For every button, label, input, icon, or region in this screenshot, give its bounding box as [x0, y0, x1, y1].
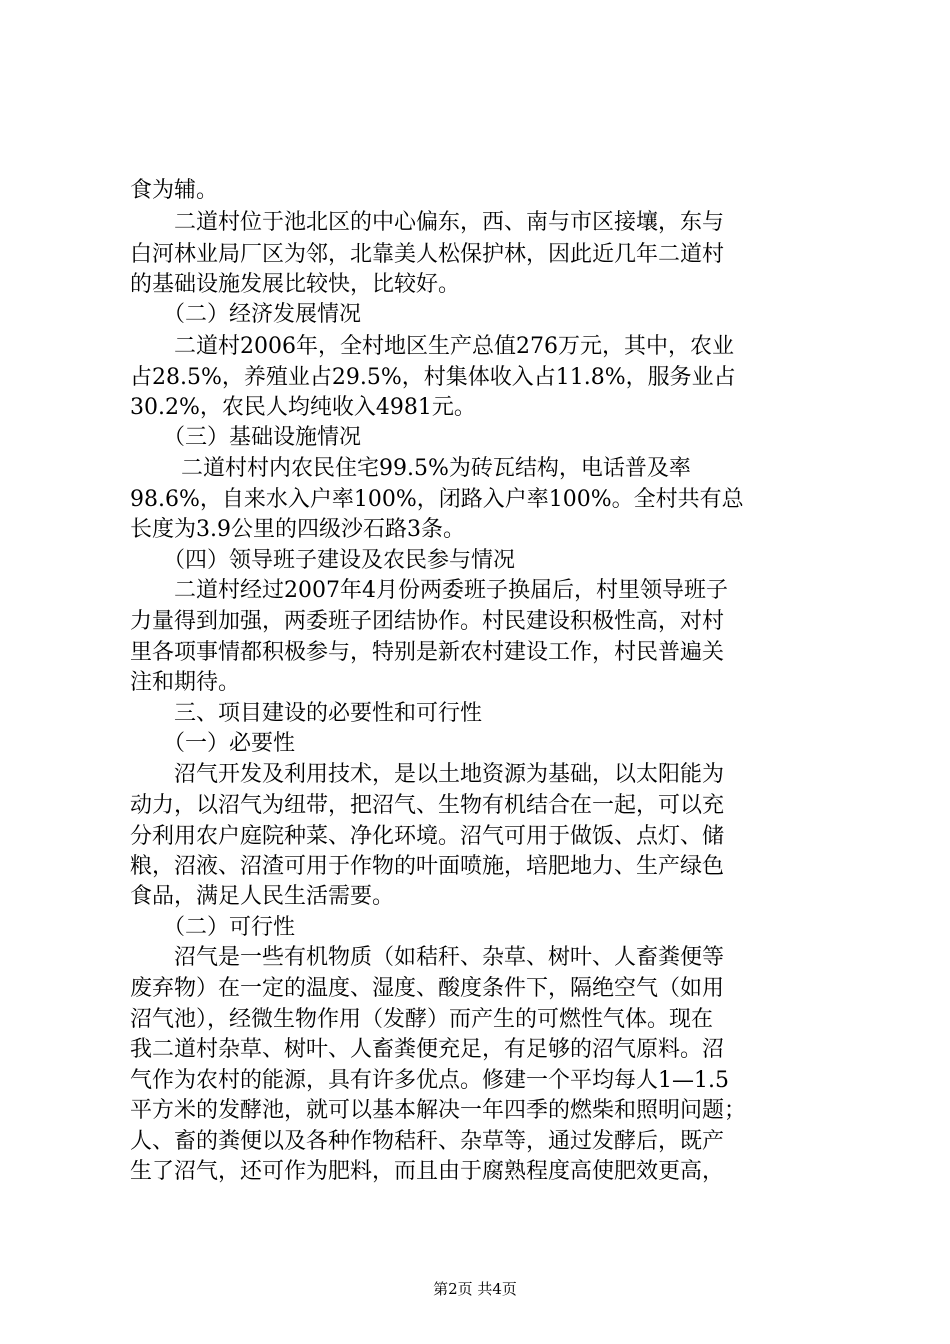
text-line: 动力，以沼气为纽带，把沼气、生物有机结合在一起，可以充: [130, 793, 725, 818]
text-line: 我二道村杂草、树叶、人畜粪便充足，有足够的沼气原料。沼: [130, 1037, 725, 1062]
text-line: 沼气池），经微生物作用（发酵）而产生的可燃性气体。现在: [130, 1007, 714, 1032]
text-line: 30.2%，农民人均纯收入4981元。: [130, 395, 476, 420]
section-heading: （四）领导班子建设及农民参与情况: [130, 548, 516, 573]
text-line: 的基础设施发展比较快，比较好。: [130, 272, 461, 297]
text-line: 占28.5%，养殖业占29.5%，村集体收入占11.8%，服务业占: [130, 365, 736, 390]
text-line: 二道村经过2007年4月份两委班子换届后，村里领导班子: [130, 578, 728, 603]
section-heading: （二）经济发展情况: [130, 302, 362, 327]
text-line: 废弃物）在一定的温度、湿度、酸度条件下，隔绝空气（如用: [130, 976, 725, 1001]
text-line: 二道村2006年，全村地区生产总值276万元，其中，农业: [130, 334, 734, 359]
text-line: 二道村村内农民住宅99.5%为砖瓦结构，电话普及率: [130, 456, 691, 481]
text-line: 沼气开发及利用技术，是以土地资源为基础，以太阳能为: [130, 762, 725, 787]
text-line: 二道村位于池北区的中心偏东，西、南与市区接壤，东与: [130, 210, 725, 235]
section-heading: （二）可行性: [130, 915, 296, 940]
section-heading: 三、项目建设的必要性和可行性: [130, 701, 483, 726]
text-line: 生了沼气，还可作为肥料，而且由于腐熟程度高使肥效更高，: [130, 1159, 725, 1184]
section-heading: （一）必要性: [130, 731, 296, 756]
text-line: 白河林业局厂区为邻，北靠美人松保护林，因此近几年二道村: [130, 242, 725, 267]
text-line: 分利用农户庭院种菜、净化环境。沼气可用于做饭、点灯、储: [130, 824, 725, 849]
text-line: 注和期待。: [130, 670, 241, 695]
text-line: 里各项事情都积极参与，特别是新农村建设工作，村民普遍关: [130, 640, 725, 665]
text-line: 人、畜的粪便以及各种作物秸秆、杂草等，通过发酵后，既产: [130, 1129, 725, 1154]
text-line: 粮，沼液、沼渣可用于作物的叶面喷施，培肥地力、生产绿色: [130, 854, 725, 879]
text-line: 食品，满足人民生活需要。: [130, 884, 395, 909]
text-line: 食为辅。: [130, 178, 219, 203]
text-line: 气作为农村的能源，具有许多优点。修建一个平均每人1—1.5: [130, 1068, 729, 1093]
text-line: 98.6%，自来水入户率100%，闭路入户率100%。全村共有总: [130, 487, 744, 512]
page-footer: 第2页 共4页: [433, 1280, 517, 1298]
text-line: 沼气是一些有机物质（如秸秆、杂草、树叶、人畜粪便等: [130, 945, 725, 970]
section-heading: （三）基础设施情况: [130, 425, 362, 450]
text-line: 长度为3.9公里的四级沙石路3条。: [130, 517, 465, 542]
text-line: 平方米的发酵池，就可以基本解决一年四季的燃柴和照明问题；: [130, 1098, 747, 1123]
text-line: 力量得到加强，两委班子团结协作。村民建设积极性高，对村: [130, 609, 725, 634]
